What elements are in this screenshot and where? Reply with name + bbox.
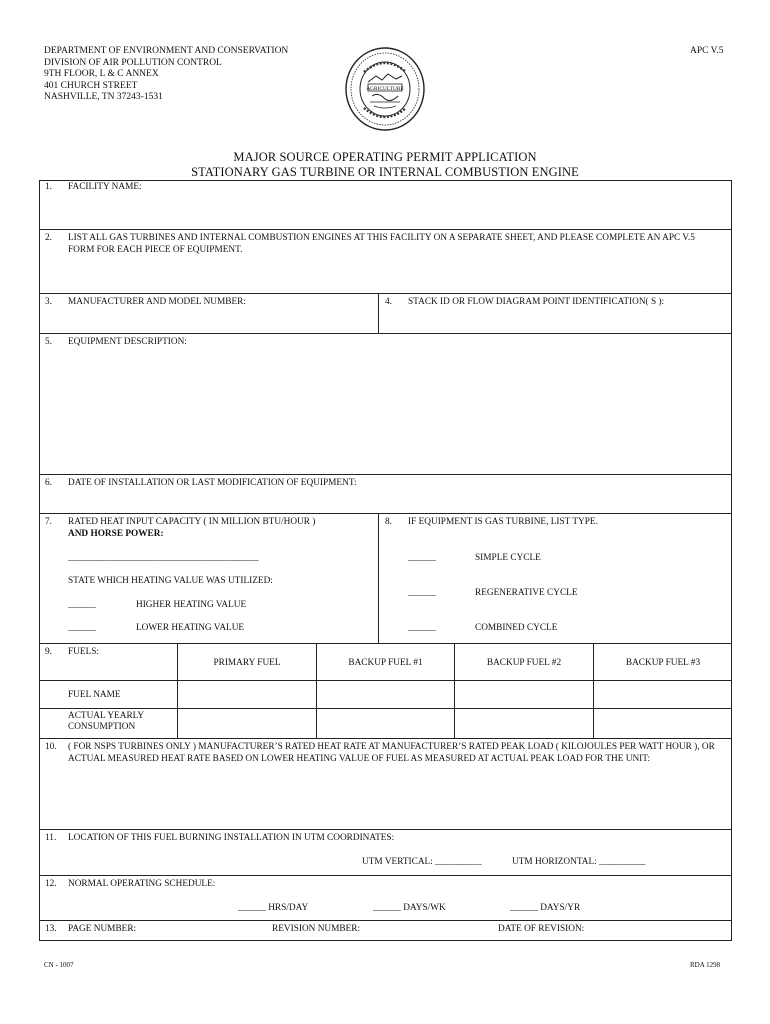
installation-date-field[interactable] <box>66 490 726 511</box>
lower-heating-label: LOWER HEATING VALUE <box>136 623 245 633</box>
backup-fuel-2-consumption-cell[interactable] <box>455 709 592 737</box>
stack-id-label: STACK ID OR FLOW DIAGRAM POINT IDENTIFICATION( S ): <box>408 297 665 307</box>
seal-text: AGRICULTURE <box>366 86 404 92</box>
heat-rate-field[interactable] <box>66 782 726 826</box>
section-number: 10. <box>45 742 57 752</box>
list-equipment-instructions: LIST ALL GAS TURBINES AND INTERNAL COMBUSTION ENGINES AT THIS FACILITY ON A SEPARATE SHEET, AND PLEASE COMPLETE AN APC V.5 FORM FOR EACH PIECE OF EQUIPMENT. <box>68 233 695 255</box>
facility-name-label: FACILITY NAME: <box>68 182 142 192</box>
lower-heating-blank[interactable]: ______ <box>68 623 96 633</box>
backup-fuel-3-consumption-cell[interactable] <box>594 709 731 737</box>
address-line: NASHVILLE, TN 37243-1531 <box>44 92 163 102</box>
regenerative-cycle-label: REGENERATIVE CYCLE <box>475 588 578 598</box>
operating-schedule-label: NORMAL OPERATING SCHEDULE: <box>68 879 216 889</box>
backup-fuel-1-consumption-cell[interactable] <box>317 709 453 737</box>
footer-revision-code: RDA 1298 <box>690 961 721 969</box>
backup-fuel-1-name-cell[interactable] <box>317 681 453 707</box>
column-header-primary-fuel: PRIMARY FUEL <box>213 658 281 668</box>
address-line: DEPARTMENT OF ENVIRONMENT AND CONSERVATION <box>44 46 289 56</box>
heating-value-prompt: STATE WHICH HEATING VALUE WAS UTILIZED: <box>68 576 273 586</box>
section-number: 9. <box>45 647 52 657</box>
simple-cycle-blank[interactable]: ______ <box>408 553 436 563</box>
heat-input-blank[interactable]: _________________________________________ <box>68 553 259 563</box>
row-divider <box>39 829 732 830</box>
primary-fuel-name-cell[interactable] <box>178 681 315 707</box>
section-number: 12. <box>45 879 57 889</box>
days-per-week-field[interactable]: ______ DAYS/WK <box>373 903 446 913</box>
address-line: 401 CHURCH STREET <box>44 80 138 91</box>
column-divider <box>378 293 379 333</box>
form-title: MAJOR SOURCE OPERATING PERMIT APPLICATION <box>233 150 537 164</box>
section-number: 4. <box>385 297 392 307</box>
revision-number-label: REVISION NUMBER: <box>272 924 361 934</box>
row-divider <box>39 738 732 739</box>
section-number: 7. <box>45 517 52 527</box>
primary-fuel-consumption-cell[interactable] <box>178 709 315 737</box>
yearly-consumption-row-label: ACTUAL YEARLY <box>68 711 145 721</box>
state-seal-icon <box>344 46 426 132</box>
address-line: 9TH FLOOR, L & C ANNEX <box>44 69 159 79</box>
manufacturer-label: MANUFACTURER AND MODEL NUMBER: <box>68 297 246 307</box>
section-number: 11. <box>45 833 57 843</box>
address-line: DIVISION OF AIR POLLUTION CONTROL <box>44 57 222 68</box>
row-divider <box>39 513 732 514</box>
equipment-description-field[interactable] <box>66 350 726 470</box>
section-number: 2. <box>45 233 52 243</box>
row-divider <box>39 333 732 334</box>
backup-fuel-2-name-cell[interactable] <box>455 681 592 707</box>
manufacturer-field[interactable] <box>66 309 371 331</box>
section-number: 8. <box>385 517 392 527</box>
utm-horizontal-field[interactable]: UTM HORIZONTAL: __________ <box>512 857 646 867</box>
heat-input-label: RATED HEAT INPUT CAPACITY ( IN MILLION BTU/HOUR ) <box>68 517 316 527</box>
revision-date-label: DATE OF REVISION: <box>498 924 585 934</box>
row-divider <box>39 474 732 475</box>
hours-per-day-field[interactable]: ______ HRS/DAY <box>238 903 309 913</box>
regenerative-cycle-blank[interactable]: ______ <box>408 588 436 598</box>
fuels-label: FUELS: <box>68 647 99 657</box>
heat-rate-label: ( FOR NSPS TURBINES ONLY ) MANUFACTURER’S RATED HEAT RATE AT MANUFACTURER’S RATED PEAK LOAD ( KILOJOULES PER WATT HOUR ), OR ACTUAL MEASURED HEAT RATE BASED ON LOWER HEATING VALUE OF FUEL AS MEASURED AT ACTUAL PEAK LOAD FOR THE UNIT: <box>68 742 715 764</box>
column-divider <box>378 513 379 643</box>
column-header-backup-fuel-3: BACKUP FUEL #3 <box>625 658 701 668</box>
row-divider <box>39 643 732 644</box>
days-per-year-field[interactable]: ______ DAYS/YR <box>510 903 581 913</box>
section-number: 13. <box>45 924 57 934</box>
combined-cycle-blank[interactable]: ______ <box>408 623 436 633</box>
row-divider <box>39 293 732 294</box>
higher-heating-blank[interactable]: ______ <box>68 600 96 610</box>
column-header-backup-fuel-1: BACKUP FUEL #1 <box>348 658 423 668</box>
column-header-backup-fuel-2: BACKUP FUEL #2 <box>486 658 562 668</box>
section-number: 3. <box>45 297 52 307</box>
yearly-consumption-row-label-2: CONSUMPTION <box>68 722 136 732</box>
page-number-label: PAGE NUMBER: <box>68 924 137 934</box>
section-number: 1. <box>45 182 52 192</box>
combined-cycle-label: COMBINED CYCLE <box>475 623 558 633</box>
facility-name-field[interactable] <box>66 194 726 227</box>
utm-vertical-field[interactable]: UTM VERTICAL: __________ <box>362 857 482 867</box>
horse-power-label: AND HORSE POWER: <box>68 529 164 539</box>
equipment-description-label: EQUIPMENT DESCRIPTION: <box>68 337 187 347</box>
stack-id-field[interactable] <box>406 309 726 331</box>
utm-location-label: LOCATION OF THIS FUEL BURNING INSTALLATION IN UTM COORDINATES: <box>68 833 395 843</box>
row-divider <box>39 920 732 921</box>
footer-form-id: CN - 1007 <box>44 961 74 969</box>
fuel-name-row-label: FUEL NAME <box>68 690 121 700</box>
section-number: 6. <box>45 478 52 488</box>
form-subtitle: STATIONARY GAS TURBINE OR INTERNAL COMBUSTION ENGINE <box>191 165 579 179</box>
installation-date-label: DATE OF INSTALLATION OR LAST MODIFICATION OF EQUIPMENT: <box>68 478 357 488</box>
higher-heating-label: HIGHER HEATING VALUE <box>136 600 247 610</box>
section-number: 5. <box>45 337 52 347</box>
row-divider <box>39 875 732 876</box>
backup-fuel-3-name-cell[interactable] <box>594 681 731 707</box>
form-code: APC V.5 <box>690 46 724 56</box>
simple-cycle-label: SIMPLE CYCLE <box>475 553 541 563</box>
row-divider <box>39 229 732 230</box>
turbine-type-label: IF EQUIPMENT IS GAS TURBINE, LIST TYPE. <box>408 517 598 527</box>
